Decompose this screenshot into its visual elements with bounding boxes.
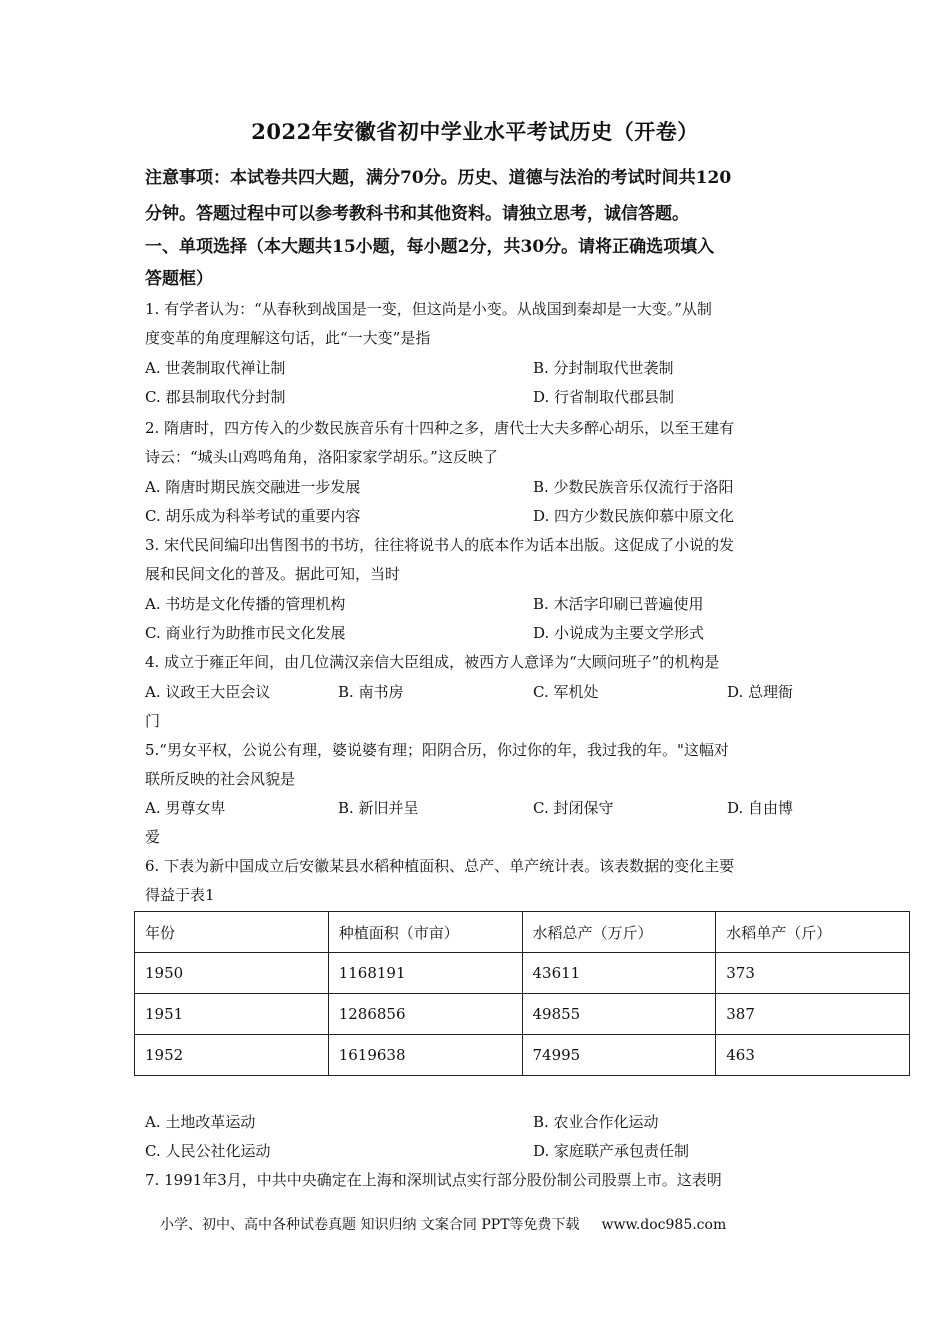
table-cell: 49855 <box>522 994 716 1035</box>
question-2-option-a: A. 隋唐时期民族交融进一步发展 <box>145 478 361 496</box>
question-1-option-b: B. 分封制取代世袭制 <box>533 359 674 377</box>
table-cell: 1950 <box>135 953 329 994</box>
table-cell: 74995 <box>522 1035 716 1076</box>
question-3-line-1: 3. 宋代民间编印出售图书的书坊，往往将说书人的底本作为话本出版。这促成了小说的发 <box>145 536 735 554</box>
question-5-line-2: 联所反映的社会风貌是 <box>145 770 296 788</box>
rice-statistics-table <box>134 911 910 1076</box>
notice-line-2: 分钟。答题过程中可以参考教科书和其他资料。请独立思考，诚信答题。 <box>145 204 689 224</box>
question-1-option-c: C. 郡县制取代分封制 <box>145 388 286 406</box>
question-4-option-d-wrap: 门 <box>145 712 161 730</box>
table-row <box>135 994 910 1035</box>
table-cell: 463 <box>716 1035 910 1076</box>
question-2-line-1: 2. 隋唐时，四方传入的少数民族音乐有十四种之多，唐代士大夫多醉心胡乐，以至王建有 <box>145 419 735 437</box>
table-cell: 43611 <box>522 953 716 994</box>
question-3-line-2: 展和民间文化的普及。据此可知，当时 <box>145 565 401 583</box>
question-1-line-1: 1. 有学者认为：“从春秋到战国是一变，但这尚是小变。从战国到秦却是一大变。”从制 <box>145 300 712 318</box>
question-6-line-2: 得益于表1 <box>145 886 215 904</box>
table-header-cell: 种植面积（市亩） <box>328 912 522 953</box>
question-5-line-1: 5.“男女平权，公说公有理，婆说婆有理；阳阴合历，你过你的年，我过我的年。"这幅对 <box>145 741 729 759</box>
table-cell: 1952 <box>135 1035 329 1076</box>
exam-title: 2022年安徽省初中学业水平考试历史（开卷） <box>251 119 699 144</box>
question-3-option-c: C. 商业行为助推市民文化发展 <box>145 624 346 642</box>
table-row <box>135 1035 910 1076</box>
question-4-option-a: A. 议政王大臣会议 <box>145 683 271 701</box>
question-1-option-a: A. 世袭制取代禅让制 <box>145 359 286 377</box>
question-6-option-d: D. 家庭联产承包责任制 <box>533 1142 690 1160</box>
question-2-option-d: D. 四方少数民族仰慕中原文化 <box>533 507 735 525</box>
question-1-line-2: 度变革的角度理解这句话，此“一大变”是指 <box>145 329 431 347</box>
question-4-option-c: C. 军机处 <box>533 683 599 701</box>
section-heading-line-1: 一、单项选择（本大题共15小题，每小题2分，共30分。请将正确选项填入 <box>145 237 715 257</box>
table-header-cell: 年份 <box>135 912 329 953</box>
question-3-option-d: D. 小说成为主要文学形式 <box>533 624 705 642</box>
question-5-option-b: B. 新旧并呈 <box>338 799 419 817</box>
notice-line-1: 注意事项：本试卷共四大题，满分70分。历史、道德与法治的考试时间共120 <box>145 168 732 188</box>
question-3-option-b: B. 木活字印刷已普遍使用 <box>533 595 704 613</box>
table-cell: 1168191 <box>328 953 522 994</box>
page-footer <box>160 1214 726 1234</box>
question-3-option-a: A. 书坊是文化传播的管理机构 <box>145 595 346 613</box>
question-6-option-a: A. 土地改革运动 <box>145 1113 256 1131</box>
section-heading-line-2: 答题框） <box>145 269 213 289</box>
question-6-option-c: C. 人民公社化运动 <box>145 1142 271 1160</box>
table-row <box>135 953 910 994</box>
table-header-cell: 水稻单产（斤） <box>716 912 910 953</box>
table-cell: 1619638 <box>328 1035 522 1076</box>
footer-url[interactable]: www.doc985.com <box>601 1217 727 1233</box>
footer-text: 小学、初中、高中各种试卷真题 知识归纳 文案合同 PPT等免费下载 <box>160 1217 580 1233</box>
question-5-option-d-wrap: 爱 <box>145 828 161 846</box>
table-header-row <box>135 912 910 953</box>
table-cell: 373 <box>716 953 910 994</box>
table-cell: 1951 <box>135 994 329 1035</box>
question-1-option-d: D. 行省制取代郡县制 <box>533 388 675 406</box>
question-7-line-1: 7. 1991年3月，中共中央确定在上海和深圳试点实行部分股份制公司股票上市。这表明 <box>145 1171 722 1189</box>
question-5-option-a: A. 男尊女卑 <box>145 799 226 817</box>
question-4-line-1: 4. 成立于雍正年间，由几位满汉亲信大臣组成，被西方人意译为“大顾问班子”的机构是 <box>145 653 720 671</box>
question-5-option-c: C. 封闭保守 <box>533 799 614 817</box>
table-cell: 1286856 <box>328 994 522 1035</box>
question-2-line-2: 诗云：“城头山鸡鸣角角，洛阳家家学胡乐。”这反映了 <box>145 448 498 466</box>
question-5-option-d: D. 自由博 <box>727 799 794 817</box>
question-2-option-b: B. 少数民族音乐仅流行于洛阳 <box>533 478 734 496</box>
question-2-option-c: C. 胡乐成为科举考试的重要内容 <box>145 507 361 525</box>
question-4-option-d: D. 总理衙 <box>727 683 794 701</box>
question-4-option-b: B. 南书房 <box>338 683 404 701</box>
table-header-cell: 水稻总产（万斤） <box>522 912 716 953</box>
question-6-line-1: 6. 下表为新中国成立后安徽某县水稻种植面积、总产、单产统计表。该表数据的变化主要 <box>145 857 735 875</box>
table-cell: 387 <box>716 994 910 1035</box>
question-6-option-b: B. 农业合作化运动 <box>533 1113 659 1131</box>
